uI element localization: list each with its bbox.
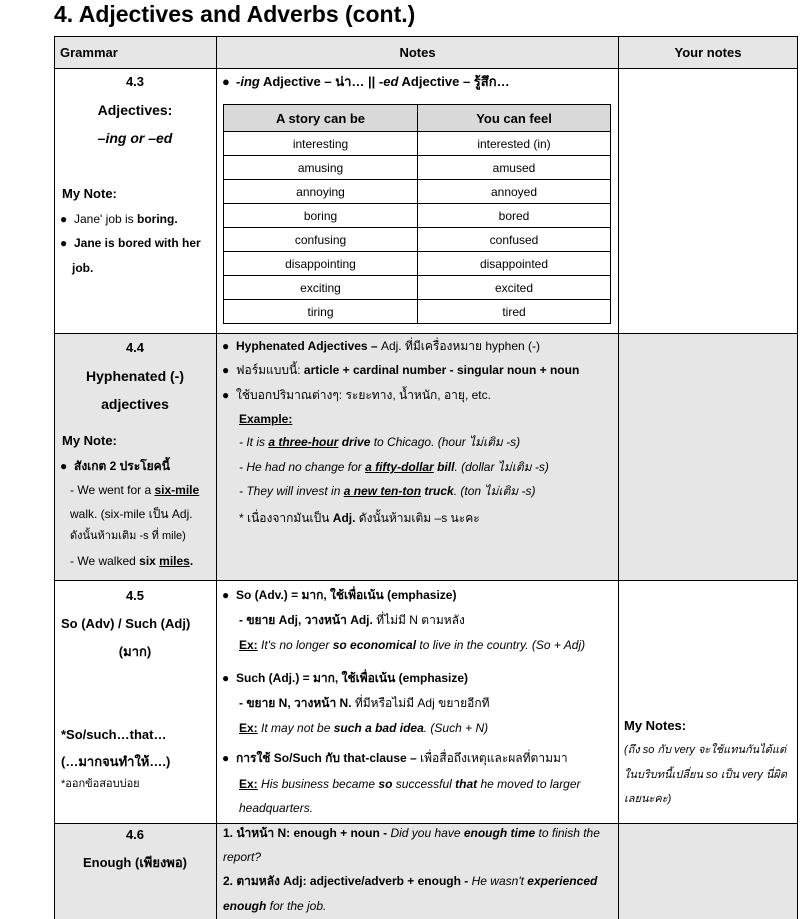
so-example: Ex: It's no longer so economical to live in the country. (So + Adj) [239, 638, 586, 652]
section-subtitle: –ing or –ed [97, 130, 173, 146]
bullet-line: ● Hyphenated Adjectives – Adj. ที่มีเครื่องหมาย hyphen (-) [222, 339, 541, 353]
my-note-line: ดังนั้นห้ามเติม -s ที่ mile) [70, 530, 186, 542]
such-example: Ex: It may not be such a bad idea. (Such + N) [239, 721, 489, 735]
my-note-line: - We went for a six-mile [70, 483, 200, 497]
section-number: 4.5 [125, 588, 145, 603]
section-number: 4.6 [125, 827, 145, 842]
enough-rule-1: 1. นำหน้า N: enough + noun - Did you have enough time to finish the [223, 826, 600, 840]
my-note-line: ● Jane' job is boring. [60, 212, 178, 226]
my-note-line: - We walked six miles. [70, 554, 194, 568]
that-clause-example: headquarters. [239, 801, 314, 815]
bullet-icon: ● [222, 388, 230, 402]
bullet-icon: ● [222, 339, 230, 353]
bullet-line: ● ใช้บอกปริมาณต่างๆ: ระยะทาง, น้ำหนัก, อายุ, etc. [222, 388, 491, 402]
so-such-that-meaning: (…มากจนทำให้….) [61, 754, 171, 769]
ing-ed-table [223, 104, 611, 324]
bullet-icon: ● [60, 459, 68, 473]
my-note-label: My Note: [62, 433, 117, 448]
bullet-line: ● ฟอร์มแบบนี้: article + cardinal number - singular noun + noun [222, 363, 580, 377]
your-notes-line: เลยนะคะ) [624, 793, 672, 805]
section-subtitle: (มาก) [118, 644, 152, 659]
bullet-icon: ● [60, 236, 68, 250]
bullet-icon: ● [222, 363, 230, 377]
table-row: exciting excited [224, 276, 611, 300]
so-heading: ● So (Adv.) = มาก, ใช้เพื่อเน้น (emphasize) [222, 588, 457, 602]
page-title: 4. Adjectives and Adverbs (cont.) [54, 1, 416, 27]
enough-rule-2: 2. ตามหลัง Adj: adjective/adverb + enough - He wasn't experienced [223, 874, 598, 888]
my-note-label: My Note: [62, 186, 117, 201]
my-note-line: walk. (six-mile เป็น Adj. [70, 507, 193, 521]
enough-rule-2-cont: enough for the job. [223, 899, 327, 913]
section-number: 4.3 [125, 74, 145, 89]
section-name: Hyphenated (-) [86, 368, 184, 384]
bullet-icon: ● [222, 671, 230, 685]
my-note-line: ● สังเกต 2 ประโยคนี้ [60, 459, 170, 473]
notes-table [54, 36, 798, 919]
footnote: * เนื่องจากมันเป็น Adj. ดังนั้นห้ามเติม –s นะคะ [239, 511, 480, 525]
bullet-icon: ● [60, 212, 68, 226]
so-rule: - ขยาย Adj, วางหน้า Adj. ที่ไม่มี N ตามหลัง [239, 613, 465, 627]
such-heading: ● Such (Adj.) = มาก, ใช้เพื่อเน้น (emphasize) [222, 671, 469, 685]
section-number: 4.4 [125, 340, 145, 355]
section-subtitle: adjectives [101, 396, 169, 412]
my-note-line: ● Jane is bored with her [60, 236, 201, 250]
bullet-icon: ● [222, 751, 230, 765]
section-name: Enough (เพียงพอ) [83, 855, 187, 870]
example-label: Example: [239, 412, 293, 426]
table-header: You can feel [418, 105, 611, 132]
enough-rule-1-cont: report? [223, 850, 262, 864]
table-row: boring bored [224, 204, 611, 228]
that-clause-example: Ex: His business became so successful that he moved to larger [239, 777, 581, 791]
table-header: A story can be [224, 105, 418, 132]
your-notes-line: ในบริบทนี้เปลี่ยน so เป็น very นี่ผิด [624, 769, 787, 781]
header-grammar: Grammar [60, 45, 118, 60]
table-row: disappointing disappointed [224, 252, 611, 276]
section-name: Adjectives: [97, 102, 173, 118]
that-clause-heading: ● การใช้ So/Such กับ that-clause – เพื่อสื่อถึงเหตุและผลที่ตามมา [222, 751, 568, 765]
ing-ed-heading: ● -ing Adjective – น่า… || -ed Adjective – รู้สึก… [222, 74, 510, 89]
so-such-that-label: *So/such…that… [61, 727, 167, 742]
bullet-icon: ● [222, 74, 230, 89]
exam-tip: *ออกข้อสอบบ่อย [61, 778, 140, 790]
my-note-line: job. [72, 261, 94, 275]
your-notes-title: My Notes: [624, 718, 687, 733]
example-line: - He had no change for a fifty-dollar bill. (dollar ไม่เติม -s) [239, 460, 549, 474]
header-notes: Notes [399, 45, 436, 60]
table-row: interesting interested (in) [224, 132, 611, 156]
table-row: tiring tired [224, 300, 611, 324]
such-rule: - ขยาย N, วางหน้า N. ที่มีหรือไม่มี Adj ขยายอีกที [239, 696, 490, 710]
table-row: annoying annoyed [224, 180, 611, 204]
header-your-notes: Your notes [674, 45, 742, 60]
your-notes-line: (ถึง so กับ very จะใช้แทนกันได้แต่ [624, 744, 787, 756]
table-row: confusing confused [224, 228, 611, 252]
table-row: amusing amused [224, 156, 611, 180]
example-line: - They will invest in a new ten-ton truck. (ton ไม่เติม -s) [239, 484, 536, 498]
bullet-icon: ● [222, 588, 230, 602]
example-line: - It is a three-hour drive to Chicago. (hour ไม่เติม -s) [239, 435, 521, 449]
section-name: So (Adv) / Such (Adj) [61, 616, 191, 631]
